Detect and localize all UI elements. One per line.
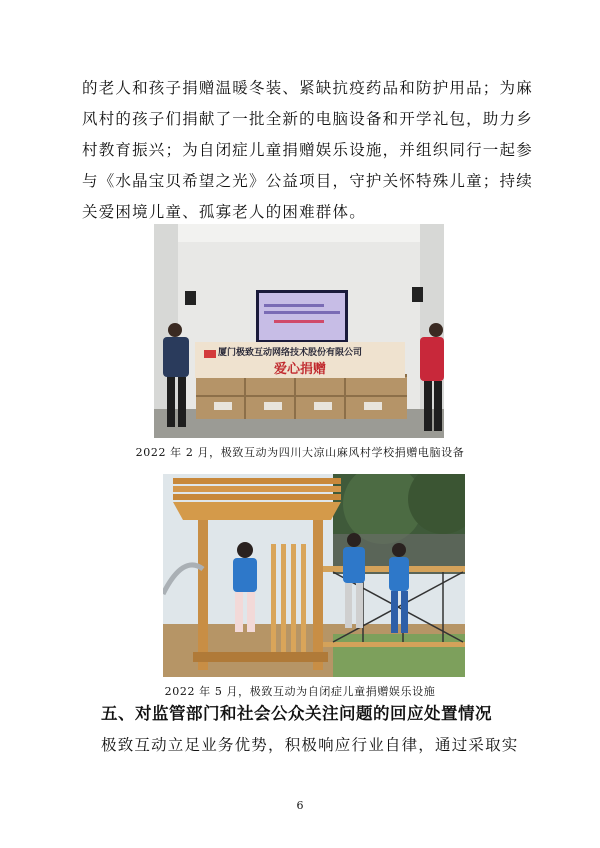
donation-scene	[154, 224, 444, 438]
outro-paragraph	[101, 730, 541, 761]
playground-scene	[163, 474, 465, 677]
photo-caption: 2022 年 2 月，极致互动为四川大凉山麻风村学校捐赠电脑设备	[135, 446, 465, 459]
paragraph-line: 风村的孩子们捐献了一批全新的电脑设备和开学礼包，助力乡	[82, 110, 533, 128]
banner-company-text: 厦门极致互动网络技术股份有限公司	[218, 348, 363, 358]
paragraph-line: 村教育振兴；为自闭症儿童捐赠娱乐设施，并组织同行一起参	[82, 141, 533, 159]
page-number: 6	[296, 799, 304, 812]
banner-title-text: 爱心捐赠	[273, 362, 326, 377]
intro-paragraph	[82, 73, 533, 228]
playground-photo	[163, 474, 465, 677]
paragraph-line: 关爱困境儿童、孤寡老人的困难群体。	[82, 203, 366, 221]
paragraph-line: 与《水晶宝贝希望之光》公益项目，守护关怀特殊儿童；持续	[82, 172, 533, 190]
photo-caption: 2022 年 5 月，极致互动为自闭症儿童捐赠娱乐设施	[164, 685, 436, 698]
donation-photo	[154, 224, 444, 438]
paragraph-line: 的老人和孩子捐赠温暖冬装、紧缺抗疫药品和防护用品；为麻	[82, 79, 533, 97]
paragraph-line: 极致互动立足业务优势，积极响应行业自律，通过采取实	[101, 736, 519, 754]
section-heading: 五、对监管部门和社会公众关注问题的回应处置情况	[101, 704, 492, 723]
